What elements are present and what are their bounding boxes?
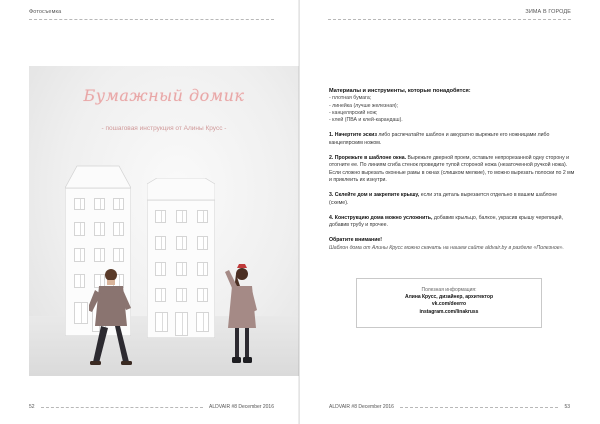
header-divider <box>29 19 274 20</box>
house-right-roof <box>147 178 215 200</box>
info-label: Полезная информация: <box>421 287 477 293</box>
info-instagram-link[interactable]: instagram.com/linakruss <box>419 308 479 315</box>
step-lead: Прорежьте в шаблоне окна. <box>334 155 407 162</box>
step-body: Вырежьте дверной проем, оставьте непрорезанной одну сторону и отогните ее. По линиям сгиба стенок проведите тупой стороной ножа (незаточенной ручкой ножа). Если сложно вырезать оконные рамы в окнах (слишком мелкие), то можно вырезать полоски по 2 мм и приклеить их изнутри. <box>329 155 575 183</box>
step-2 <box>329 155 575 184</box>
footer-divider <box>400 407 558 408</box>
woman-figure <box>223 264 263 368</box>
materials-list <box>329 95 575 124</box>
house-left-roof <box>65 164 131 188</box>
step-lead: Конструкцию дома можно усложнить, <box>334 214 433 221</box>
issue-label-right: ALDVAIR #8 December 2016 <box>329 404 394 410</box>
header-divider <box>328 19 571 20</box>
materials-item: - плотная бумага; <box>329 95 372 102</box>
materials-item: - клей (ПВА и клей-карандаш). <box>329 117 403 124</box>
info-author: Алина Крусс, дизайнер, архитектор <box>404 294 494 301</box>
article-title: Бумажный домик <box>83 86 245 105</box>
step-number: 3. <box>329 192 334 199</box>
issue-label-left: ALDVAIR #8 December 2016 <box>209 404 274 410</box>
step-4 <box>329 215 575 230</box>
step-body: добавив крыльцо, балкон, украсив крышу черепицей, добавив трубу и прочее. <box>329 214 563 229</box>
step-number: 1. <box>329 132 334 139</box>
footer-right <box>329 404 570 410</box>
note-heading: Обратите внимание! <box>329 237 382 244</box>
house-right <box>147 200 215 338</box>
materials-item: - линейка (лучше железная); <box>329 102 399 109</box>
step-lead: Начертите эскиз <box>334 132 377 139</box>
page-number-right: 53 <box>564 404 570 410</box>
page-number-left: 52 <box>29 404 35 410</box>
materials-item: - канцелярский нож; <box>329 109 378 116</box>
step-number: 4. <box>329 214 334 221</box>
running-head-left: Фотосъемка <box>29 9 62 15</box>
man-figure <box>89 266 133 368</box>
step-3 <box>329 192 575 207</box>
step-body: либо распечатайте шаблон и аккуратно вырежьте его ножницами либо канцелярским ножом. <box>329 132 550 146</box>
footer-left <box>29 404 274 410</box>
materials-heading: Материалы и инструменты, которые понадобятся: <box>329 88 471 94</box>
step-lead: Склейте дом и закрепите крышу, <box>334 192 420 199</box>
step-1 <box>329 132 575 147</box>
step-body: если эта деталь вырезается отдельно в вашем шаблоне (схеме). <box>329 192 558 206</box>
article-subtitle: - пошаговая инструкция от Алины Крусс - <box>101 125 227 132</box>
step-number: 2. <box>329 155 334 162</box>
useful-info-box <box>356 278 542 328</box>
note-text: Шаблон дома от Алины Крусс можно скачать на нашем сайте aldvair.by в разделе «Полезное». <box>329 244 564 251</box>
right-page <box>300 0 600 424</box>
instructions-text <box>329 88 575 252</box>
photo-paper-houses <box>29 66 299 376</box>
running-head-right: ЗИМА В ГОРОДЕ <box>525 9 571 15</box>
footer-divider <box>41 407 203 408</box>
info-vk-link[interactable]: vk.com/deerro <box>431 301 467 308</box>
